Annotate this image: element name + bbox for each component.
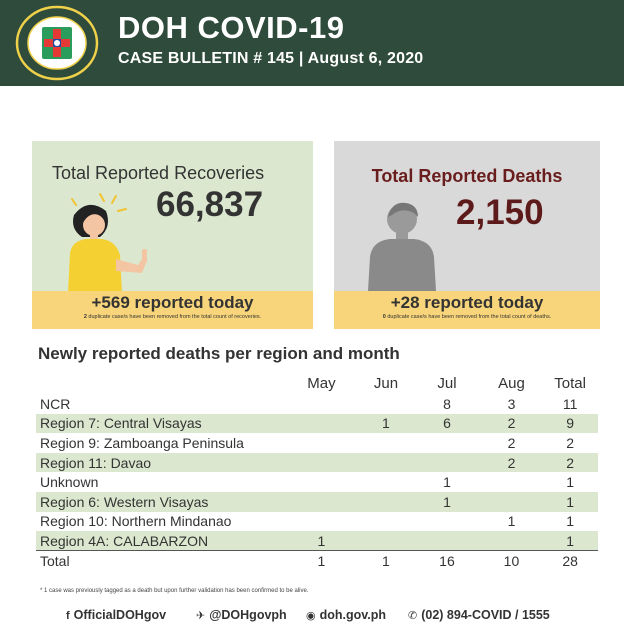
table-row [36, 453, 598, 473]
count-cell [413, 453, 480, 473]
footnote: * 1 case was previously tagged as a death but upon further validation has been confirmed to be alive. [40, 588, 309, 594]
total-cell: 2 [566, 434, 575, 451]
table-row [36, 394, 598, 414]
count-cell: 2 [507, 434, 516, 451]
bulletin-subtitle: CASE BULLETIN # 145 | August 6, 2020 [118, 50, 424, 67]
count-cell [413, 433, 480, 453]
recovered-person-illustration [46, 193, 166, 293]
table-title: Newly reported deaths per region and month [38, 344, 400, 363]
count-cell [359, 394, 414, 414]
count-cell [481, 492, 543, 512]
table-row [36, 492, 598, 512]
deaths-today-band [334, 291, 600, 329]
count-cell: 1 [284, 551, 358, 571]
count-cell [359, 453, 414, 473]
count-cell [284, 414, 358, 434]
count-cell: 1 [359, 414, 414, 434]
page-title: DOH COVID-19 [118, 10, 345, 45]
count-cell [481, 472, 543, 492]
footer-contacts [0, 604, 624, 626]
twitter-handle: @DOHgovph [209, 608, 287, 622]
column-header: May [307, 374, 336, 392]
count-cell [284, 472, 358, 492]
count-cell [284, 492, 358, 512]
facebook-link[interactable] [66, 608, 166, 622]
region-cell: NCR [40, 395, 71, 412]
count-cell: 3 [507, 395, 516, 412]
count-cell: 1 [413, 492, 480, 512]
globe-icon: ◉ [306, 610, 316, 622]
count-cell: 2 [481, 453, 543, 473]
twitter-link[interactable] [196, 608, 287, 622]
twitter-icon: ✈ [196, 610, 206, 622]
column-header: Jun [373, 374, 399, 392]
count-cell: 1 [284, 531, 358, 551]
recoveries-card [32, 141, 313, 329]
count-cell: 10 [481, 551, 543, 571]
recoveries-title: Total Reported Recoveries [52, 163, 265, 183]
count-cell: 16 [413, 551, 480, 571]
table-total-row [36, 551, 598, 571]
total-cell: 9 [542, 414, 598, 434]
region-cell: Region 9: Zamboanga Peninsula [40, 434, 244, 451]
deaths-today: +28 reported today [390, 293, 544, 312]
count-cell: 1 [359, 551, 414, 571]
region-cell: Unknown [40, 474, 99, 491]
table-row [36, 433, 598, 453]
count-cell [481, 531, 543, 551]
total-label: Total [36, 551, 284, 571]
total-cell: 1 [566, 513, 575, 530]
column-header: Jul [437, 374, 457, 392]
total-cell: 11 [562, 395, 578, 412]
deaths-value: 2,150 [456, 193, 544, 232]
table-row [36, 512, 598, 532]
deaths-duplicate-count: 0 [382, 314, 386, 320]
total-cell: 28 [542, 551, 598, 571]
recoveries-duplicate-count: 2 [83, 314, 87, 320]
count-cell [413, 531, 480, 551]
deaths-duplicate-note [334, 314, 600, 320]
total-cell: 1 [566, 474, 575, 491]
table-header-row [36, 372, 598, 394]
recoveries-duplicate-note [32, 314, 313, 320]
facebook-handle: OfficialDOHgov [73, 608, 167, 622]
phone-link[interactable] [408, 608, 550, 622]
count-cell [413, 512, 480, 532]
count-cell: 2 [481, 414, 543, 434]
recoveries-today: +569 reported today [91, 293, 254, 312]
total-cell: 1 [542, 492, 598, 512]
count-cell: 1 [507, 513, 516, 530]
total-cell: 1 [542, 531, 598, 551]
column-header: Aug [498, 374, 525, 392]
column-header-region [36, 372, 284, 394]
count-cell: 1 [443, 474, 451, 491]
website-link[interactable] [306, 608, 386, 622]
table-row [36, 472, 598, 492]
header-banner [0, 0, 624, 86]
region-cell: Region 7: Central Visayas [36, 414, 284, 434]
count-cell: 8 [443, 395, 451, 412]
count-cell [359, 472, 414, 492]
table-row [36, 414, 598, 434]
total-cell: 2 [542, 453, 598, 473]
person-silhouette-illustration [362, 199, 442, 291]
column-header: Total [554, 374, 586, 392]
count-cell [359, 512, 414, 532]
recoveries-duplicate-text: duplicate case/s have been removed from the total count of recoveries. [86, 314, 262, 320]
region-cell: Region 4A: CALABARZON [36, 531, 284, 551]
count-cell [284, 512, 358, 532]
count-cell: 6 [413, 414, 480, 434]
count-cell [359, 433, 414, 453]
deaths-title: Total Reported Deaths [371, 166, 563, 186]
recoveries-today-band [32, 291, 313, 329]
table-row [36, 531, 598, 551]
doh-seal-icon [15, 5, 99, 81]
deaths-duplicate-text: duplicate case/s have been removed from the total count of deaths. [385, 314, 552, 320]
website-url: doh.gov.ph [319, 608, 387, 622]
deaths-card [334, 141, 600, 329]
deaths-by-region-table [36, 372, 598, 570]
region-cell: Region 10: Northern Mindanao [40, 513, 232, 530]
phone-icon: ✆ [408, 610, 418, 622]
phone-number: (02) 894-COVID / 1555 [421, 608, 550, 622]
facebook-icon: f [66, 610, 70, 622]
count-cell [284, 433, 358, 453]
count-cell [284, 453, 358, 473]
count-cell [359, 492, 414, 512]
count-cell [359, 531, 414, 551]
recoveries-value: 66,837 [156, 185, 264, 224]
count-cell [284, 394, 358, 414]
region-cell: Region 11: Davao [36, 453, 284, 473]
region-cell: Region 6: Western Visayas [36, 492, 284, 512]
